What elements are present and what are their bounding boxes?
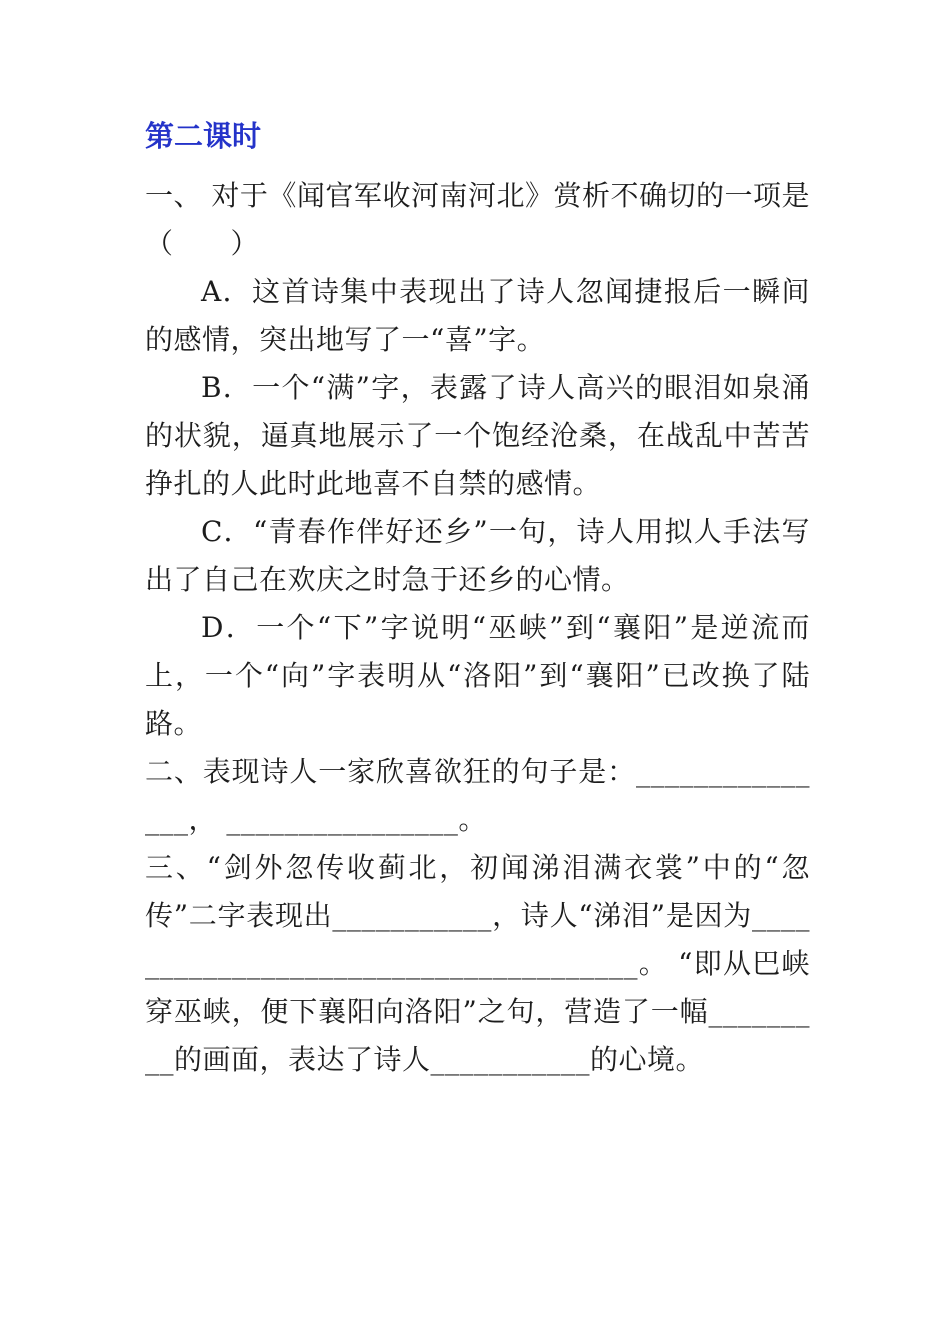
question-1-option-a: A．这首诗集中表现出了诗人忽闻捷报后一瞬间的感情，突出地写了一“喜”字。 — [145, 275, 810, 356]
question-1-option-b: B．一个“满”字，表露了诗人高兴的眼泪如泉涌的状貌，逼真地展示了一个饱经沧桑，在战乱中苦苦挣扎的人此时此地喜不自禁的感情。 — [145, 371, 810, 500]
question-1-option-c: C．“青春作伴好还乡”一句，诗人用拟人手法写出了自己在欢庆之时急于还乡的心情。 — [145, 515, 810, 596]
question-1-option-d: D．一个“下”字说明“巫峡”到“襄阳”是逆流而上，一个“向”字表明从“洛阳”到“襄阳”已改换了陆路。 — [145, 611, 810, 740]
question-2: 二、表现诗人一家欣喜欲狂的句子是：_______________， ________________。 — [145, 755, 810, 836]
question-3: 三、“剑外忽传收蓟北，初闻涕泪满衣裳”中的“忽传”二字表现出___________，诗人“涕泪”是因为______________________________________。 “即从巴峡穿巫峡，便下襄阳向洛阳”之句，营造了一幅_________的画面，表达了诗人___________的心境。 — [145, 851, 810, 1076]
page-title: 第二课时 — [145, 119, 262, 153]
question-1-stem: 一、 对于《闻官军收河南河北》赏析不确切的一项是（ ） — [145, 179, 810, 260]
